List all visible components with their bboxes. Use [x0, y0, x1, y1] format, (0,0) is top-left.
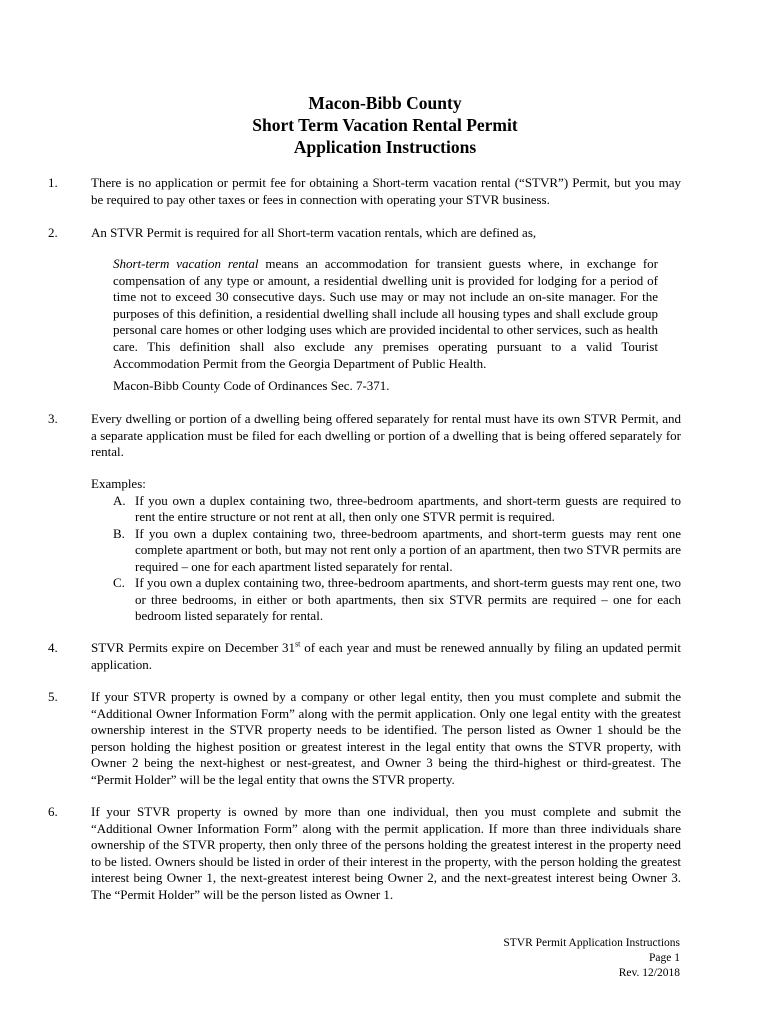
item-text: There is no application or permit fee for obtaining a Short-term vacation rental (“STVR”) Permit, but you may be required to pay other taxes or fees in connection with operating your STVR business.	[91, 175, 681, 207]
item-text: An STVR Permit is required for all Short-term vacation rentals, which are defined as,	[91, 225, 537, 240]
item-number: 2.	[48, 225, 58, 240]
footer-doc-title: STVR Permit Application Instructions	[503, 937, 680, 949]
footer-page-number: Page 1	[649, 951, 680, 964]
item-number: 5.	[48, 689, 58, 704]
ordinance-citation: Macon-Bibb County Code of Ordinances Sec. 7-371.	[113, 378, 390, 393]
title-instructions: Application Instructions	[293, 137, 477, 157]
item-text-part: STVR Permits expire on December 31	[91, 640, 296, 655]
document-title	[0, 92, 770, 158]
item-text: Every dwelling or portion of a dwelling being offered separately for rental must have its own STVR Permit, and a separate application must be filed for each dwelling or portion of a dwelling that is being offered separately for rental.	[91, 411, 681, 459]
item-number: 3.	[48, 411, 58, 426]
item-number: 6.	[48, 804, 58, 819]
definition-text: means an accommodation for transient guests where, in exchange for compensation of any type or amount, a residential dwelling unit is provided for lodging for a period of time not to exceed 30 consecutive days. Such use may or may not include an on-site manager. For the purposes of this definition, a residential dwelling shall include all housing types and shall exclude group personal care homes or other lodging uses which are provided incidental to other services, such as health care. This definition shall also exclude any premises operating pursuant to a valid Tourist Accommodation Permit from the Georgia Department of Public Health.	[113, 256, 658, 371]
footer-revision: Rev. 12/2018	[618, 966, 680, 979]
item-number: 1.	[48, 175, 58, 190]
item-text-part: of each year and must be renewed annually by filing an updated permit application.	[91, 640, 681, 672]
title-county: Macon-Bibb County	[308, 93, 462, 113]
item-number: 4.	[48, 640, 58, 655]
examples-label: Examples:	[91, 476, 146, 491]
title-permit: Short Term Vacation Rental Permit	[252, 115, 518, 135]
item-text: If your STVR property is owned by a company or other legal entity, then you must complete and submit the “Additional Owner Information Form” along with the permit application. Only one legal entity with the greatest ownership interest in the STVR property needs to be identified. The person listed as Owner 1 should be the person holding the highest position or greatest interest in the legal entity that owns the STVR property, with Owner 2 being the next-highest or nest-greatest, and Owner 3 being the third-highest or third-greatest. The “Permit Holder” will be the legal entity that owns the STVR property.	[91, 689, 681, 787]
example-text: If you own a duplex containing two, three-bedroom apartments, and short-term guests are required to rent the entire structure or not rent at all, then only one STVR permit is required.	[135, 492, 681, 524]
item-text	[91, 640, 681, 673]
example-letter: A.	[113, 492, 126, 508]
ordinal-suffix: st	[295, 639, 301, 649]
example-text: If you own a duplex containing two, three-bedroom apartments, and short-term guests may rent one complete apartment or both, but may not rent only a portion of an apartment, then two STVR permits are required – one for each apartment listed separately for rental.	[135, 525, 681, 574]
example-letter: C.	[113, 575, 125, 590]
example-b	[113, 526, 681, 576]
definition-term: Short-term vacation rental	[113, 256, 259, 271]
example-a	[113, 493, 681, 526]
page-footer	[503, 936, 680, 980]
stvr-definition	[113, 256, 658, 372]
example-text: If you own a duplex containing two, three-bedroom apartments, and short-term guests may rent one, two or three bedrooms, in either or both apartments, then six STVR permits are required – one for each bedroom listed separately for rental.	[135, 575, 681, 623]
example-letter: B.	[113, 525, 125, 541]
example-c	[113, 575, 681, 625]
examples-block	[91, 476, 681, 625]
item-text: If your STVR property is owned by more than one individual, then you must complete and submit the “Additional Owner Information Form” along with the permit application. If more than three individuals share ownership of the STVR property, then only three of the persons holding the greatest interest in the property need to be listed. Owners should be listed in order of their interest in the property, with the person holding the greatest interest being Owner 1, the next-greatest interest being Owner 2, and the next-greatest interest being Owner 3. The “Permit Holder” will be the person listed as Owner 1.	[91, 804, 681, 902]
